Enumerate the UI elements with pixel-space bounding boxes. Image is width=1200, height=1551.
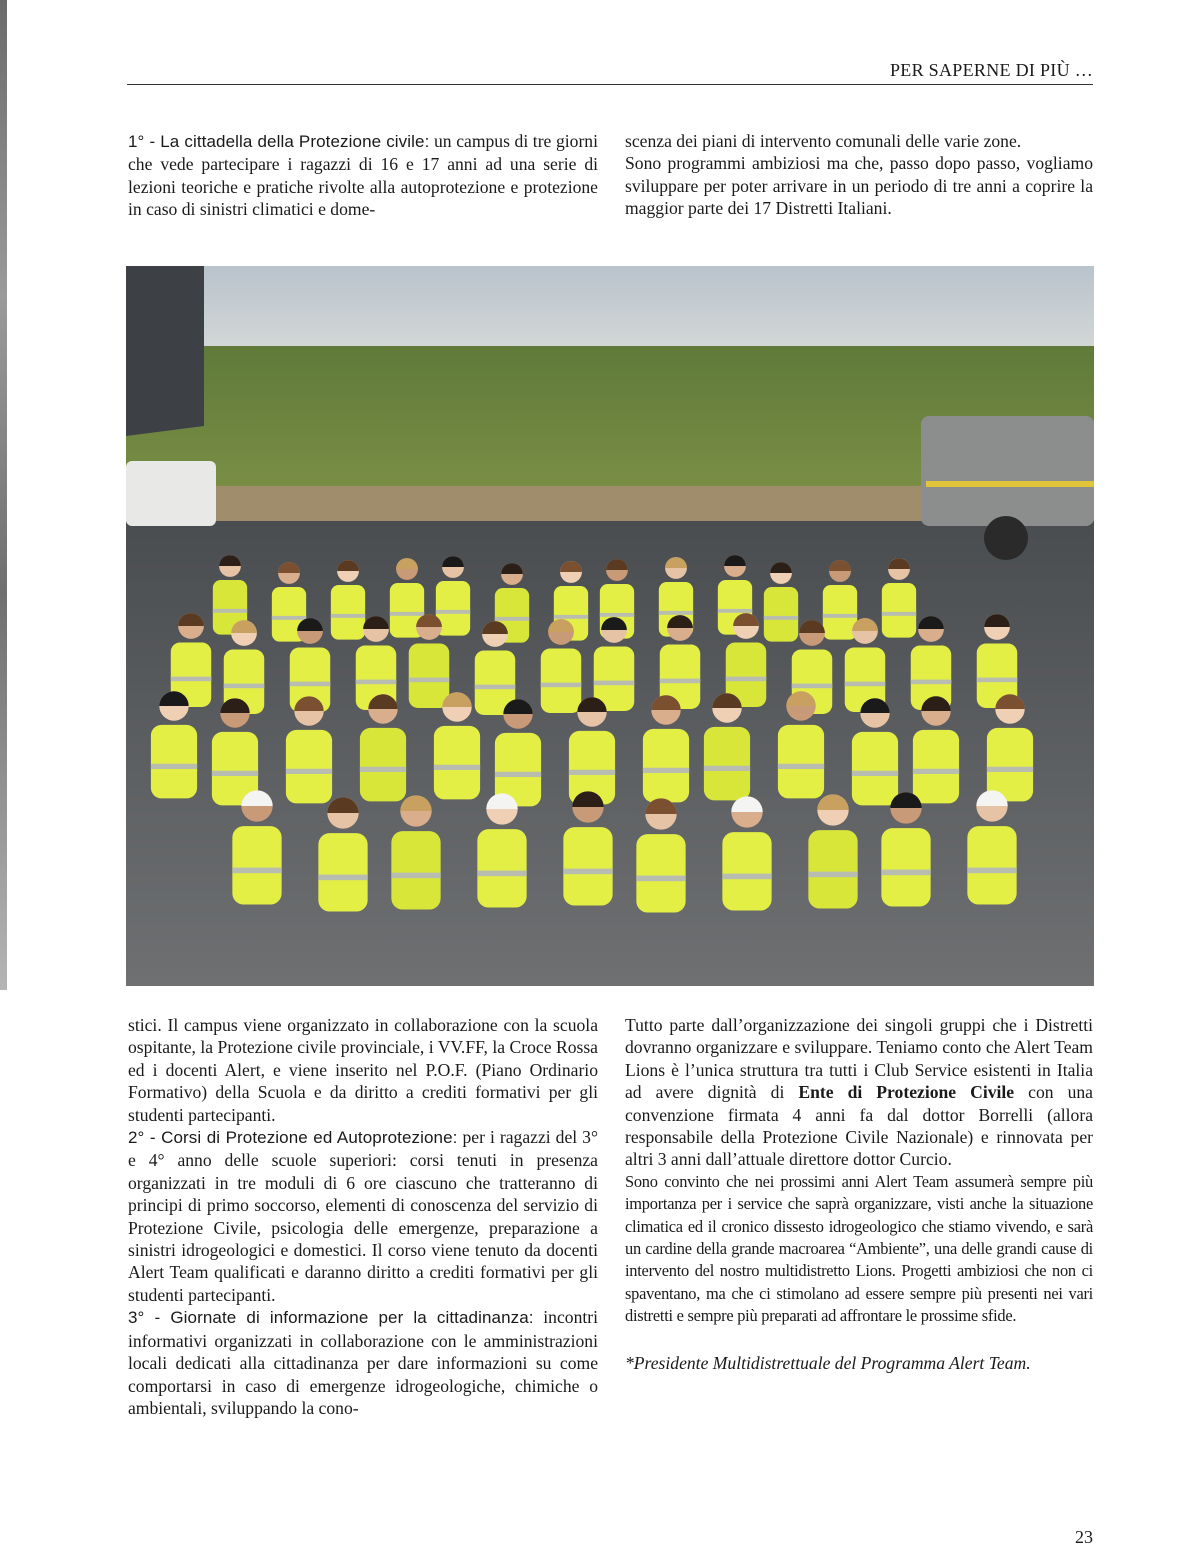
paragraph: stici. Il campus viene organizzato in collaborazione con la scuola ospitante, la Protezione civile provinciale, i VV.FF, la Croce Rossa ed i docenti Alert, e viene inserito nel P.O.F. (Piano Ordinario Formativo) della Scuola e da diritto a crediti formativi per gli studenti partecipanti. <box>128 1015 598 1125</box>
paragraph: scenza dei piani di intervento comunali delle varie zone. <box>625 131 1022 151</box>
paragraph: Sono convinto che nei prossimi anni Alert Team assumerà sempre più importanza per i service che saprà organizzare, visti anche la situazione climatica ed il cronico dissesto idrogeologico che stiamo vivendo, e sarà un cardine della grande macroarea “Ambiente”, una delle grandi cause di intervento del nostro multidistretto Lions. Progetti ambiziosi che non ci spaventano, ma che ci stimolano ad essere sempre più presenti nei vari distretti e sempre più preparati ad affrontare le prossime sfide. <box>625 1171 1093 1326</box>
paragraph <box>128 130 598 221</box>
protection-vehicle <box>921 416 1094 526</box>
scanned-page-edge <box>0 0 7 990</box>
list-item-lead: 2° - Corsi di Protezione ed Autoprotezione: <box>128 1128 458 1148</box>
paragraph-text: incontri informativi organizzati in collaborazione con le amministrazioni locali dedicati alla cittadinanza per dare informazioni su come comportarsi in caso di emergenze idrogeologiche, chimiche o ambientali, sviluppando la cono- <box>128 1307 598 1418</box>
building-corner <box>126 266 204 436</box>
paragraph-text: con una convenzione firmata 4 anni fa dal dottor Borrelli (allora responsabile della Protezione Civile Nazionale) e rinnovata per altri 3 anni dall’attuale direttore dottor Curcio. <box>625 1082 1093 1170</box>
paragraph <box>625 1014 1093 1171</box>
list-item-lead: 1° - La cittadella della Protezione civile: <box>128 132 430 151</box>
author-signature: *Presidente Multidistrettuale del Programma Alert Team. <box>625 1352 1031 1373</box>
column-top-right <box>625 130 1093 220</box>
running-header <box>127 58 1093 85</box>
column-top-left <box>128 130 598 221</box>
pickup-truck <box>126 461 216 526</box>
group-photo <box>126 266 1094 986</box>
column-bottom-left <box>128 1014 598 1419</box>
paragraph-text: per i ragazzi del 3° e 4° anno delle scuole superiori: corsi tenuti in presenza organizzati in tre moduli di 6 ore ciascuno che tratteranno di principi di primo soccorso, elementi di conoscenza del servizio di Protezione Civile, psicologia delle emergenze, preparazione a sinistri idrogeologici e domestici. Il corso viene tenuto da docenti Alert Team qualificati e daranno diritto a crediti formativi per gli studenti partecipanti. <box>128 1127 599 1305</box>
bold-phrase: Ente di Protezione Civile <box>798 1082 1015 1103</box>
page-number: 23 <box>1075 1527 1093 1547</box>
list-item-lead: 3° - Giornate di informazione per la cittadinanza: <box>128 1308 534 1328</box>
paragraph <box>128 1306 598 1419</box>
group-photo-illustration <box>126 266 1094 986</box>
paragraph-text: un campus di tre giorni che vede partecipare i ragazzi di 16 e 17 anni ad una serie di lezioni teoriche e pratiche rivolte alla autoprotezione e protezione in caso di sinistri climatici e dome- <box>128 131 598 220</box>
paragraph <box>128 1126 598 1306</box>
section-title: PER SAPERNE DI PIÙ … <box>889 60 1093 80</box>
paragraph: Sono programmi ambiziosi ma che, passo dopo passo, vogliamo sviluppare per poter arrivare in un periodo di tre anni a coprire la maggior parte dei 17 Distretti Italiani. <box>625 153 1093 219</box>
paragraph-text: Tutto parte dall’organizzazione dei singoli gruppi che i Distretti dovranno organizzare e sviluppare. Teniamo conto che Alert Team Lions è l’unica struttura tra tutti i Club Service esistenti in Italia ad avere dignità di <box>625 1015 1093 1103</box>
column-bottom-right <box>625 1014 1093 1374</box>
